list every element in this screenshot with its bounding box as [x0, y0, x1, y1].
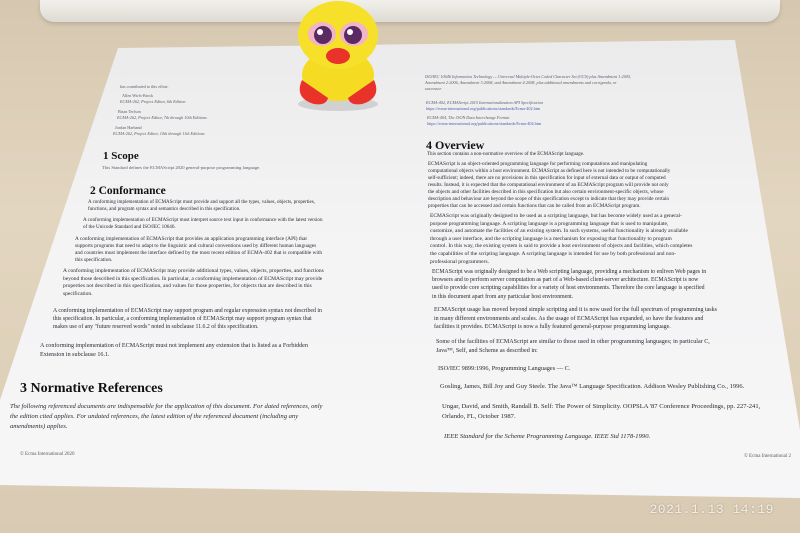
- toy-right-eye-glint: [347, 29, 353, 35]
- toy-left-eye-glint: [317, 29, 323, 35]
- normative-text: [10, 402, 322, 432]
- monitor-stand: [40, 0, 780, 22]
- para-line: professional programmers.: [430, 258, 489, 265]
- para-line: functions, and program syntax and semantics described in this specification.: [88, 206, 241, 212]
- para-line: used to provide core scripting capabilities for a variety of host environments. Therefore the core language is specified: [432, 285, 705, 292]
- para-line: this specification. In particular, a conforming implementation of ECMAScript may support program syntax that: [53, 316, 312, 322]
- ref-line: Amendment 2:2006, Amendment 3:2008, and Amendment 4:2008, plus additional amendments and corrigenda, or: [425, 80, 617, 85]
- ref-line: ECMA-402, ECMAScript 2015 Internationalization API Specification: [426, 100, 543, 105]
- para-line: in this document apart from any particular host environment.: [432, 293, 574, 300]
- para-line: ECMAScript is an object-oriented programming language for performing computations and manipulating: [428, 161, 648, 167]
- para-line: browsers and to perform server computation as part of a Web-based client-server architecture. ECMAScript is now: [432, 277, 699, 284]
- para-line: specification.: [63, 290, 93, 297]
- conformance-heading: 2 Conformance: [90, 185, 166, 197]
- contributor-role: ECMA-262, Project Editor, 7th through 10th Editions: [117, 115, 207, 120]
- contributors-intro: has contributed to this effort:: [120, 84, 169, 89]
- right-footer: © Ecma International 2: [744, 454, 791, 459]
- conformance-para: [53, 307, 322, 331]
- citation-line: Ungar, David, and Smith, Randall B. Self: The Power of Simplicity. OOPSLA '87 Conference Proceedings, pp. 227-241,: [442, 403, 761, 410]
- para-line: through a user interface, and the scripting language is a mechanism for exposing that functionality to program: [430, 235, 672, 242]
- para-line: customize, and automate the facilities of an existing system. In such systems, useful functionality is already available: [430, 228, 688, 235]
- para-line: description and behaviour are beyond the scope of this specification except to indicate that they may provide certain: [428, 196, 669, 202]
- toy-right-eye: [344, 26, 362, 44]
- overview-heading: 4 Overview: [426, 138, 485, 152]
- para-line: A conforming implementation of ECMAScript may provide additional types, values, objects, properties, and functions: [63, 268, 324, 274]
- para-line: the objects and other facilities described in this specification but also certain environment-specific objects, whose: [428, 189, 664, 195]
- reference-entry: [427, 115, 541, 127]
- para-line: ECMAScript was originally designed to be a Web scripting language, providing a mechanism to enliven Web pages in: [432, 269, 707, 275]
- ref-line: successor: [425, 86, 442, 91]
- para-line: in many different environments and scales. As the usage of ECMAScript has expanded, so have the features and: [434, 315, 704, 322]
- para-line: facilities it provides. ECMAScript is now a fully featured general-purpose programming language.: [434, 324, 671, 331]
- para-line: The following referenced documents are indispensable for the application of this document. For dated references, only: [10, 403, 323, 410]
- para-line: Java™, Self, and Scheme as described in:: [436, 347, 538, 354]
- para-line: of the Unicode Standard and ISO/IEC 10646.: [83, 223, 176, 230]
- photo-timestamp: 2021.1.13 14:19: [649, 502, 774, 517]
- para-line: A conforming implementation of ECMAScript must interpret source text input in conformance with the latest version: [83, 217, 323, 223]
- contributor-name: Jordan Harband: [115, 125, 142, 130]
- para-line: Some of the facilities of ECMAScript are similar to those used in other programming languages; in particular C,: [436, 339, 710, 345]
- para-line: and countries must implement the interface defined by the most recent edition of ECMA-402 that is compatible with: [75, 250, 322, 256]
- conformance-para: [83, 217, 323, 230]
- ref-url[interactable]: https://ecma-international.org/publications/standards/Ecma-404.htm: [427, 121, 542, 126]
- citation: ISO/IEC 9899:1996, Programming Languages — C.: [438, 365, 571, 372]
- toy-left-eye: [314, 26, 332, 44]
- para-line: Extension in subclause 16.1.: [40, 351, 110, 358]
- citation: IEEE Standard for the Scheme Programming Language. IEEE Std 1178-1990.: [444, 433, 651, 440]
- contributor-role: ECMA-262, Project Editor, 6th Edition: [120, 99, 186, 104]
- para-line: self-sufficient; indeed, there are no provisions in this specification for input of external data or output of computed: [428, 175, 666, 181]
- para-line: properties that can be accessed and certain functions that can be called from an ECMAScript program.: [428, 203, 641, 209]
- para-line: A conforming implementation of ECMAScript must not implement any extension that is listed as a Forbidden: [40, 343, 308, 349]
- para-line: control. In this way, the existing system is said to provide a host environment of objects and facilities, which completes: [430, 243, 693, 250]
- para-line: ECMAScript was originally designed to be used as a scripting language, but has become widely used as a general-: [430, 213, 682, 219]
- para-line: supports programs that need to adapt to the linguistic and cultural conventions used by different human languages: [75, 243, 317, 249]
- overview-intro: This section contains a non-normative overview of the ECMAScript language.: [427, 152, 585, 157]
- para-line: amendments) applies.: [10, 423, 68, 430]
- overview-para: [428, 161, 670, 210]
- toy-duck-figure: [282, 0, 394, 112]
- overview-para: [436, 338, 710, 356]
- left-footer: © Ecma International 2020: [20, 452, 75, 457]
- contributor-name: Brian Terlson: [118, 109, 141, 114]
- para-line: properties not described in this specification, and values for those properties, for objects that are described in this: [63, 283, 312, 290]
- reference-entry: [426, 100, 543, 112]
- para-line: the edition cited applies. For undated references, the latest edition of the referenced document (including any: [10, 413, 299, 420]
- ref-line: ECMA-404, The JSON Data Interchange Format: [427, 115, 510, 120]
- reference-entry: [425, 74, 631, 92]
- conformance-para: [63, 268, 324, 298]
- para-line: the capabilities of the scripting language. A scripting language is intended for use by both professional and non-: [430, 250, 676, 257]
- contributor-role: ECMA-262, Project Editor, 10th through 11th Editions: [113, 131, 205, 136]
- scope-heading: 1 Scope: [103, 150, 139, 162]
- scope-text: This Standard defines the ECMAScript 2020 general-purpose programming language.: [102, 165, 261, 170]
- toy-beak: [326, 48, 350, 64]
- ref-line: ISO/IEC 10646 Information Technology — Universal Multiple-Octet Coded Character Set (UCS) plus Amendment 1:2005,: [425, 74, 632, 79]
- para-line: this specification.: [75, 257, 113, 263]
- para-line: beyond those described in this specification. In particular, a conforming implementation of ECMAScript may provide: [63, 275, 323, 282]
- para-line: A conforming implementation of ECMAScript must provide and support all the types, values, objects, properties,: [88, 200, 315, 205]
- overview-para: [432, 268, 706, 301]
- para-line: A conforming implementation of ECMAScript may support program and regular expression syntax not described in: [53, 308, 322, 314]
- citation-line: Orlando, FL, October 1987.: [442, 413, 516, 420]
- para-line: ECMAScript usage has moved beyond simple scripting and it is now used for the full spectrum of programming tasks: [434, 307, 717, 313]
- conformance-para: [40, 342, 308, 359]
- citation: Gosling, James, Bill Joy and Guy Steele. The Java™ Language Specification. Addison Wesley Publishing Co., 1996.: [440, 383, 745, 390]
- overview-para: [434, 306, 717, 332]
- para-line: A conforming implementation of ECMAScript that provides an application programming interface (API) that: [75, 236, 307, 242]
- para-line: results. Instead, it is expected that the computational environment of an ECMAScript program will provide not only: [428, 182, 669, 188]
- ref-url[interactable]: https://ecma-international.org/publications/standards/Ecma-402.htm: [426, 106, 541, 111]
- para-line: makes use of any "future reserved words" noted in subclause 11.6.2 of this specification.: [53, 324, 259, 330]
- citation: [442, 402, 760, 422]
- para-line: purpose programming language. A scripting language is a programming language that is used to manipulate,: [430, 220, 669, 227]
- contributor-name: Allen Wirfs-Brock: [122, 93, 154, 98]
- conformance-para: [88, 200, 315, 213]
- conformance-para: [75, 236, 322, 264]
- normative-heading: 3 Normative References: [20, 381, 163, 396]
- para-line: computational objects within a host environment. ECMAScript as defined here is not intended to be computationally: [428, 168, 671, 174]
- overview-para: [430, 213, 692, 266]
